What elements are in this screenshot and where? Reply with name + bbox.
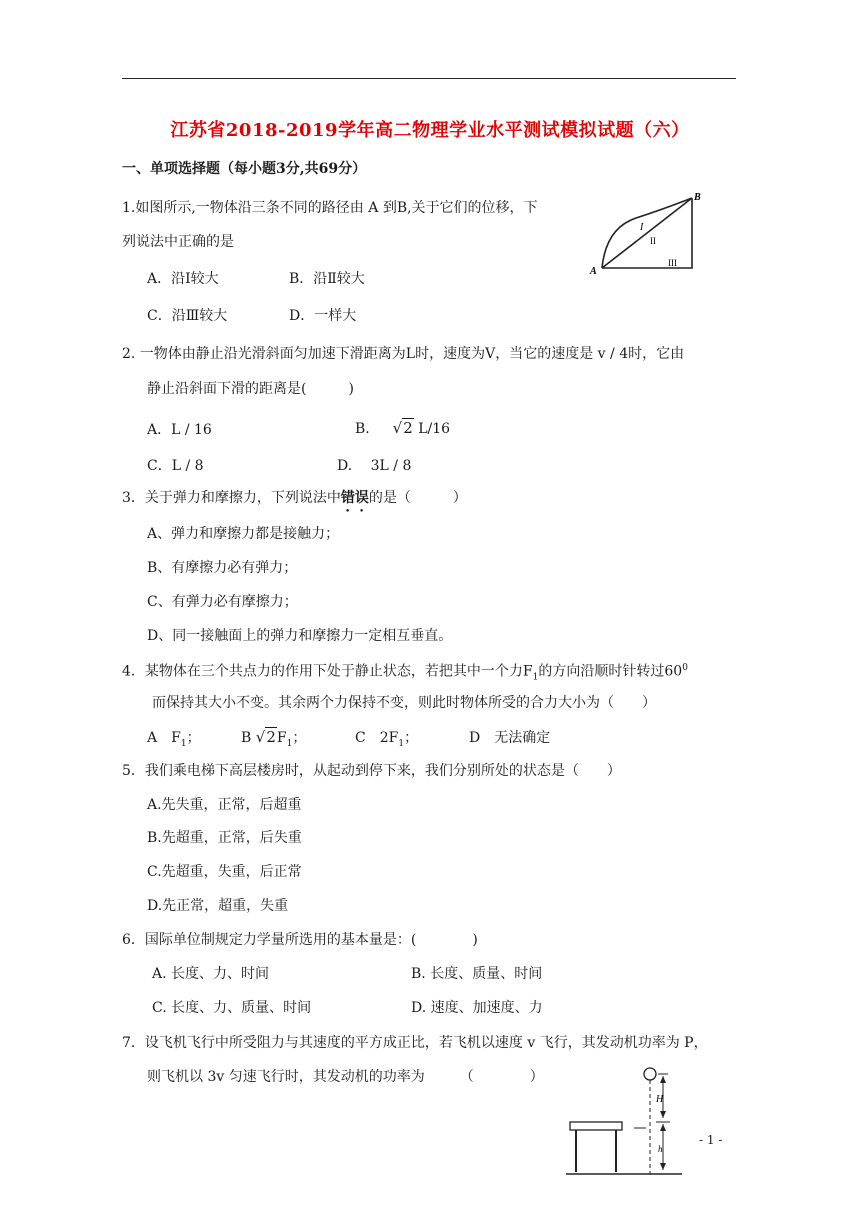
header-rule <box>122 78 736 79</box>
q1-option-d: D．一样大 <box>289 308 357 324</box>
sqrt-symbol: √2 <box>392 419 413 437</box>
q5-option-a: A.先失重，正常，后超重 <box>147 797 302 813</box>
h-small-arrowhead-up <box>660 1124 666 1131</box>
q4-stem-line1 <box>122 659 688 686</box>
q4-option-c-post: ； <box>404 730 419 746</box>
q4-option-b-sub: 1 <box>286 738 293 749</box>
label-h-lower: h <box>658 1144 663 1154</box>
q6-stem: 6．国际单位制规定力学量所选用的基本量是：( ) <box>122 932 478 948</box>
q2-option-b-suffix: L/16 <box>418 421 451 437</box>
q3-option-a: A、弹力和摩擦力都是接触力； <box>147 526 340 542</box>
q2-option-b <box>355 419 450 438</box>
q4-option-c-pre: C 2F <box>355 730 399 746</box>
q2-option-d: D. 3L / 8 <box>337 458 412 474</box>
q3-option-b: B、有摩擦力必有弹力； <box>147 560 298 576</box>
path-iii-label: III <box>668 258 677 268</box>
q4-option-d: D 无法确定 <box>469 730 551 746</box>
q3-option-d: D、同一接触面上的弹力和摩擦力一定相互垂直。 <box>147 628 453 644</box>
q3-stem-emphasis: 错误 <box>340 490 369 506</box>
q5-stem: 5．我们乘电梯下高层楼房时，从起动到停下来，我们分别所处的状态是（ ） <box>122 763 621 779</box>
q4-option-b-pre: B <box>241 730 252 746</box>
q7-stem-line1: 7．设飞机飞行中所受阻力与其速度的平方成正比，若飞机以速度 v 飞行，其发动机功率为 P， <box>122 1035 708 1051</box>
q7-stem-line2: 则飞机以 3v 匀速飞行时，其发动机的功率为 （ ） <box>147 1069 544 1085</box>
q4-option-c <box>355 729 418 753</box>
q4-option-a-sub: 1 <box>180 738 187 749</box>
q1-paths-figure <box>586 188 710 276</box>
q2-stem-line2: 静止沿斜面下滑的距离是( ) <box>147 381 354 397</box>
q4-stem-post: 的方向沿顺时针转过60 <box>538 663 683 680</box>
table-top <box>570 1122 622 1130</box>
q4-option-a <box>147 729 201 753</box>
q6-option-d: D. 速度、加速度、力 <box>411 1000 543 1016</box>
q5-option-d: D.先正常，超重，失重 <box>147 898 289 914</box>
q2-option-b-prefix: B. <box>355 421 370 437</box>
q4-stem-pre: 4．某物体在三个共点力的作用下处于静止状态，若把其中一个力F <box>122 663 533 680</box>
q4-option-a-post: ； <box>186 730 201 746</box>
q4-stem-sub: 1 <box>532 672 539 683</box>
h-small-arrowhead-down <box>660 1163 666 1170</box>
q4-option-a-pre: A F <box>147 730 181 746</box>
point-a-label: A <box>590 266 597 276</box>
sqrt-symbol: √2 <box>255 728 276 746</box>
q4-option-c-sub: 1 <box>398 738 405 749</box>
q4-stem-line2: 而保持其大小不变。其余两个力保持不变，则此时物体所受的合力大小为（ ） <box>152 695 656 711</box>
q1-stem-line1: 1.如图所示,一物体沿三条不同的路径由 A 到B,关于它们的位移，下 <box>122 200 538 216</box>
q5-option-b: B.先超重，正常，后失重 <box>147 830 302 846</box>
section-heading: 一、单项选择题（每小题3分,共69分） <box>122 161 367 177</box>
h-big-arrowhead-down <box>660 1111 666 1118</box>
q1-stem-line2: 列说法中正确的是 <box>122 234 234 250</box>
q4-option-b <box>241 728 306 753</box>
point-b-label: B <box>694 192 701 203</box>
q4-stem-sup: 0 <box>682 663 688 673</box>
path-ii-label: II <box>650 236 656 246</box>
q5-option-c: C.先超重，失重，后正常 <box>147 864 302 880</box>
q1-option-a: A．沿Ⅰ较大 <box>147 271 219 287</box>
path-ii-line <box>602 198 692 268</box>
q3-stem <box>122 489 467 515</box>
q3-option-c: C、有弹力必有摩擦力； <box>147 594 298 610</box>
q2-option-b-radicand: 2 <box>403 419 413 437</box>
q1-option-b: B．沿Ⅱ较大 <box>289 271 365 287</box>
q2-stem-line1: 2. 一物体由静止沿光滑斜面匀加速下滑距离为L时，速度为V，当它的速度是 v / 4时，它由 <box>122 346 685 362</box>
q3-stem-post: 的是（ ） <box>368 490 467 506</box>
q2-option-c: C．L / 8 <box>147 458 204 474</box>
q3-stem-pre: 3．关于弹力和摩擦力，下列说法中 <box>122 490 341 506</box>
q6-option-b: B. 长度、质量、时间 <box>411 966 543 982</box>
q6-option-a: A. 长度、力、时间 <box>152 966 270 982</box>
q4-option-b-post: ； <box>292 730 307 746</box>
ball-circle <box>644 1068 656 1080</box>
h-big-arrowhead-up <box>660 1076 666 1083</box>
path-i-label: I <box>640 222 644 233</box>
page-number: - 1 - <box>699 1133 723 1147</box>
q7-table-ball-figure <box>564 1062 684 1178</box>
q6-option-c: C. 长度、力、质量、时间 <box>152 1000 312 1016</box>
q1-option-c: C．沿Ⅲ较大 <box>147 308 228 324</box>
label-h-upper: H <box>656 1094 664 1105</box>
q2-option-a: A．L / 16 <box>147 422 212 438</box>
page-title: 江苏省2018-2019学年高二物理学业水平测试模拟试题（六） <box>170 120 690 141</box>
q4-option-b-mid: F <box>276 730 287 746</box>
q4-option-b-radicand: 2 <box>266 728 276 746</box>
